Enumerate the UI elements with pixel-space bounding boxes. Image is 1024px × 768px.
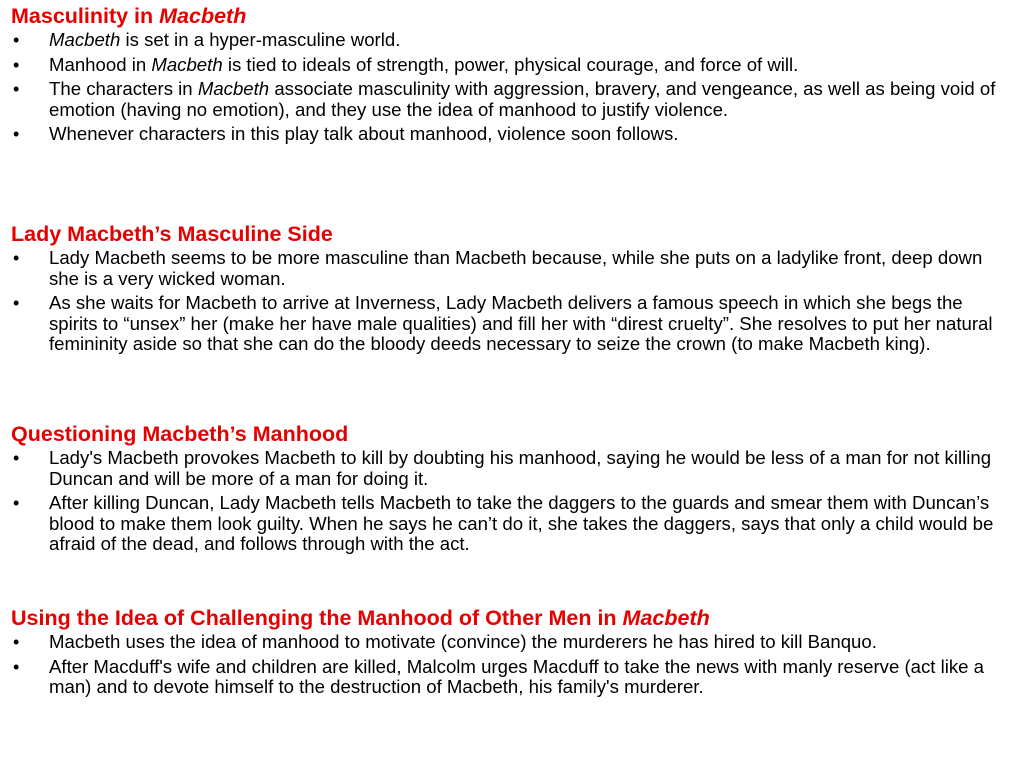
bullet-item: • As she waits for Macbeth to arrive at Inverness, Lady Macbeth delivers a famous speech in which she begs the spirits to “unsex” her (make her have male qualities) and fill her with “direst cruelty”. She resolves to put her natural femininity aside so that she can do the bloody deeds necessary to seize the crown (to make Macbeth king). [13,292,993,354]
bullet-list [11,30,1013,145]
bullet-item: • After Macduff's wife and children are killed, Malcolm urges Macduff to take the news with manly reserve (act like a man) and to devote himself to the destruction of Macbeth, his family's murderer. [13,655,985,697]
bullet-item: • The characters in Macbeth associate masculinity with aggression, bravery, and vengeance, as well as being void of emotion (having no emotion), and they use the idea of manhood to justify violence. [13,78,996,120]
bullet-item: • Macbeth is set in a hyper-masculine world. [13,29,401,50]
bullet-dot: • [13,30,20,50]
section-questioning-manhood [11,421,1013,555]
section-heading: Questioning Macbeth’s Manhood [11,422,349,446]
bullet-dot: • [13,293,20,313]
bullet-item: • Manhood in Macbeth is tied to ideals of strength, power, physical courage, and force of will. [13,53,799,75]
bullet-dot: • [13,79,20,99]
bullet-dot: • [13,124,20,144]
bullet-dot: • [13,448,20,468]
bullet-dot: • [13,54,20,75]
bullet-dot: • [13,248,20,268]
bullet-item: • Macbeth uses the idea of manhood to motivate (convince) the murderers he has hired to kill Banquo. [13,631,877,652]
section-challenging-manhood [11,605,1013,698]
bullet-dot: • [13,493,20,513]
bullet-list [11,248,1013,355]
bullet-item: • Whenever characters in this play talk about manhood, violence soon follows. [13,123,679,144]
bullet-dot: • [13,632,20,652]
bullet-item: • Lady Macbeth seems to be more masculine than Macbeth because, while she puts on a ladylike front, deep down she is a very wicked woman. [13,247,983,289]
section-heading: Using the Idea of Challenging the Manhood of Other Men in Macbeth [11,606,710,630]
section-lady-macbeth-masculine-side [11,221,1013,355]
bullet-list [11,632,1013,698]
bullet-list [11,448,1013,555]
section-masculinity [11,3,1013,145]
bullet-item: • Lady's Macbeth provokes Macbeth to kill by doubting his manhood, saying he would be less of a man for not killing Duncan and will be more of a man for doing it. [13,447,992,489]
bullet-item: • After killing Duncan, Lady Macbeth tells Macbeth to take the daggers to the guards and smear them with Duncan’s blood to make them look guilty. When he says he can’t do it, she takes the daggers, says that only a child would be afraid of the dead, and follows through with the act. [13,492,994,554]
section-heading: Lady Macbeth’s Masculine Side [11,222,333,246]
section-heading: Masculinity in Macbeth [11,4,247,28]
bullet-dot: • [13,656,20,677]
